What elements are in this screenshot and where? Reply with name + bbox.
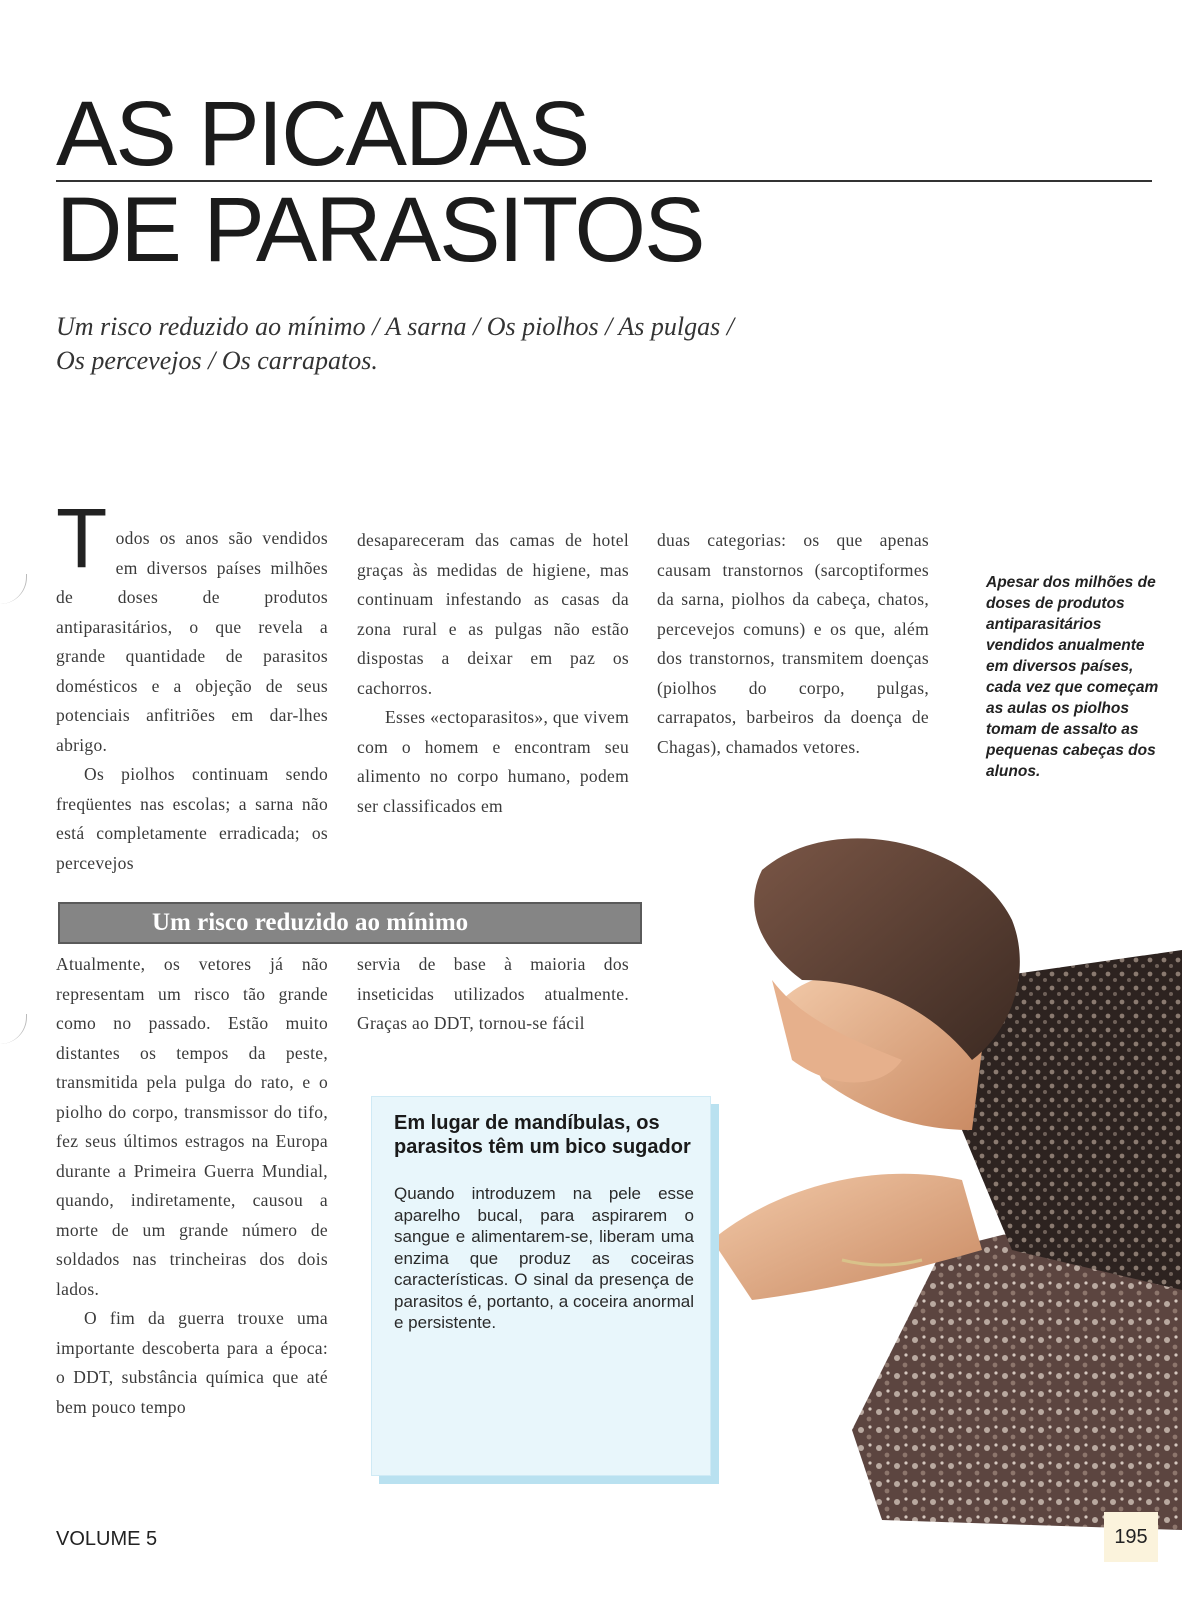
info-box	[371, 1096, 711, 1476]
intro-paragraph-4: Esses «ectoparasitos», que vivem com o homem e encontram seu alimento no corpo humano, podem ser classificados em	[357, 707, 629, 816]
subtitle-line-1: Um risco reduzido ao mínimo / A sarna / Os piolhos / As pulgas /	[56, 312, 734, 341]
info-box-body: Quando introduzem na pele esse aparelho bucal, para aspirarem o sangue e alimentarem-se, liberam uma enzima que produz as coceiras características. O sinal da presença de parasitos é, portanto, a coceira anormal e persistente.	[394, 1184, 694, 1332]
intro-paragraph-3: desapareceram das camas de hotel graças às medidas de higiene, mas continuam infestando as casas da zona rural e as pulgas não estão dispostas a deixar em paz os cachorros.	[357, 530, 629, 698]
drop-cap: T	[56, 491, 108, 585]
binder-mark	[0, 1014, 27, 1044]
section-paragraph-2: O fim da guerra trouxe uma importante descoberta para a época: o DDT, substância química que até bem pouco tempo	[56, 1308, 328, 1417]
subtitle-line-2: Os percevejos / Os carrapatos.	[56, 346, 378, 375]
article-subtitle	[56, 310, 956, 378]
volume-label: VOLUME 5	[56, 1528, 158, 1550]
info-box-heading: Em lugar de mandíbulas, os parasitos têm um bico sugador	[394, 1112, 691, 1158]
intro-paragraph-2: Os piolhos continuam sendo freqüentes nas escolas; a sarna não está completamente erradicada; os percevejos	[56, 764, 328, 873]
photo-caption: Apesar dos milhões de doses de produtos antiparasitários vendidos anualmente em diversos países, cada vez que começam as aulas os piolhos tomam de assalto as pequenas cabeças dos alunos.	[986, 574, 1159, 780]
article-title	[56, 83, 704, 281]
intro-column-3	[657, 526, 929, 762]
woman-scratching-head-photo	[712, 830, 1182, 1530]
section-paragraph-3: servia de base à maioria dos inseticidas utilizados atualmente. Graças ao DDT, tornou-se fácil	[357, 954, 629, 1033]
title-line-2: DE PARASITOS	[56, 179, 704, 281]
section-column-2	[357, 950, 629, 1039]
title-rule	[56, 180, 1152, 182]
intro-column-1	[56, 491, 328, 878]
section-column-1	[56, 950, 328, 1422]
section-heading-bar: Um risco reduzido ao mínimo	[58, 902, 642, 944]
intro-paragraph-5: duas categorias: os que apenas causam transtornos (sarcoptiformes da sarna, piolhos da cabeça, chatos, percevejos comuns) e os que, além dos transtornos, transmitem doenças (piolhos do corpo, pulgas, carrapatos, barbeiros da doença de Chagas), chamados vetores.	[657, 530, 929, 757]
page-number: 195	[1104, 1512, 1158, 1562]
title-line-1: AS PICADAS	[56, 83, 589, 185]
intro-text: odos os anos são vendidos em diversos países milhões de doses de produtos antiparasitários, o que revela a grande quantidade de parasitos domésticos e a objeção de seus potenciais anfitriões em dar-lhes abrigo.	[56, 528, 328, 755]
binder-mark	[0, 574, 27, 604]
intro-column-2	[357, 526, 629, 821]
intro-paragraph-1	[56, 491, 328, 760]
section-paragraph-1: Atualmente, os vetores já não representam um risco tão grande como no passado. Estão muito distantes os tempos da peste, transmitida pela pulga do rato, e o piolho do corpo, transmissor do tifo, fez seus últimos estragos na Europa durante a Primeira Guerra Mundial, quando, indiretamente, causou a morte de um grande número de soldados nas trincheiras dos dois lados.	[56, 954, 328, 1299]
